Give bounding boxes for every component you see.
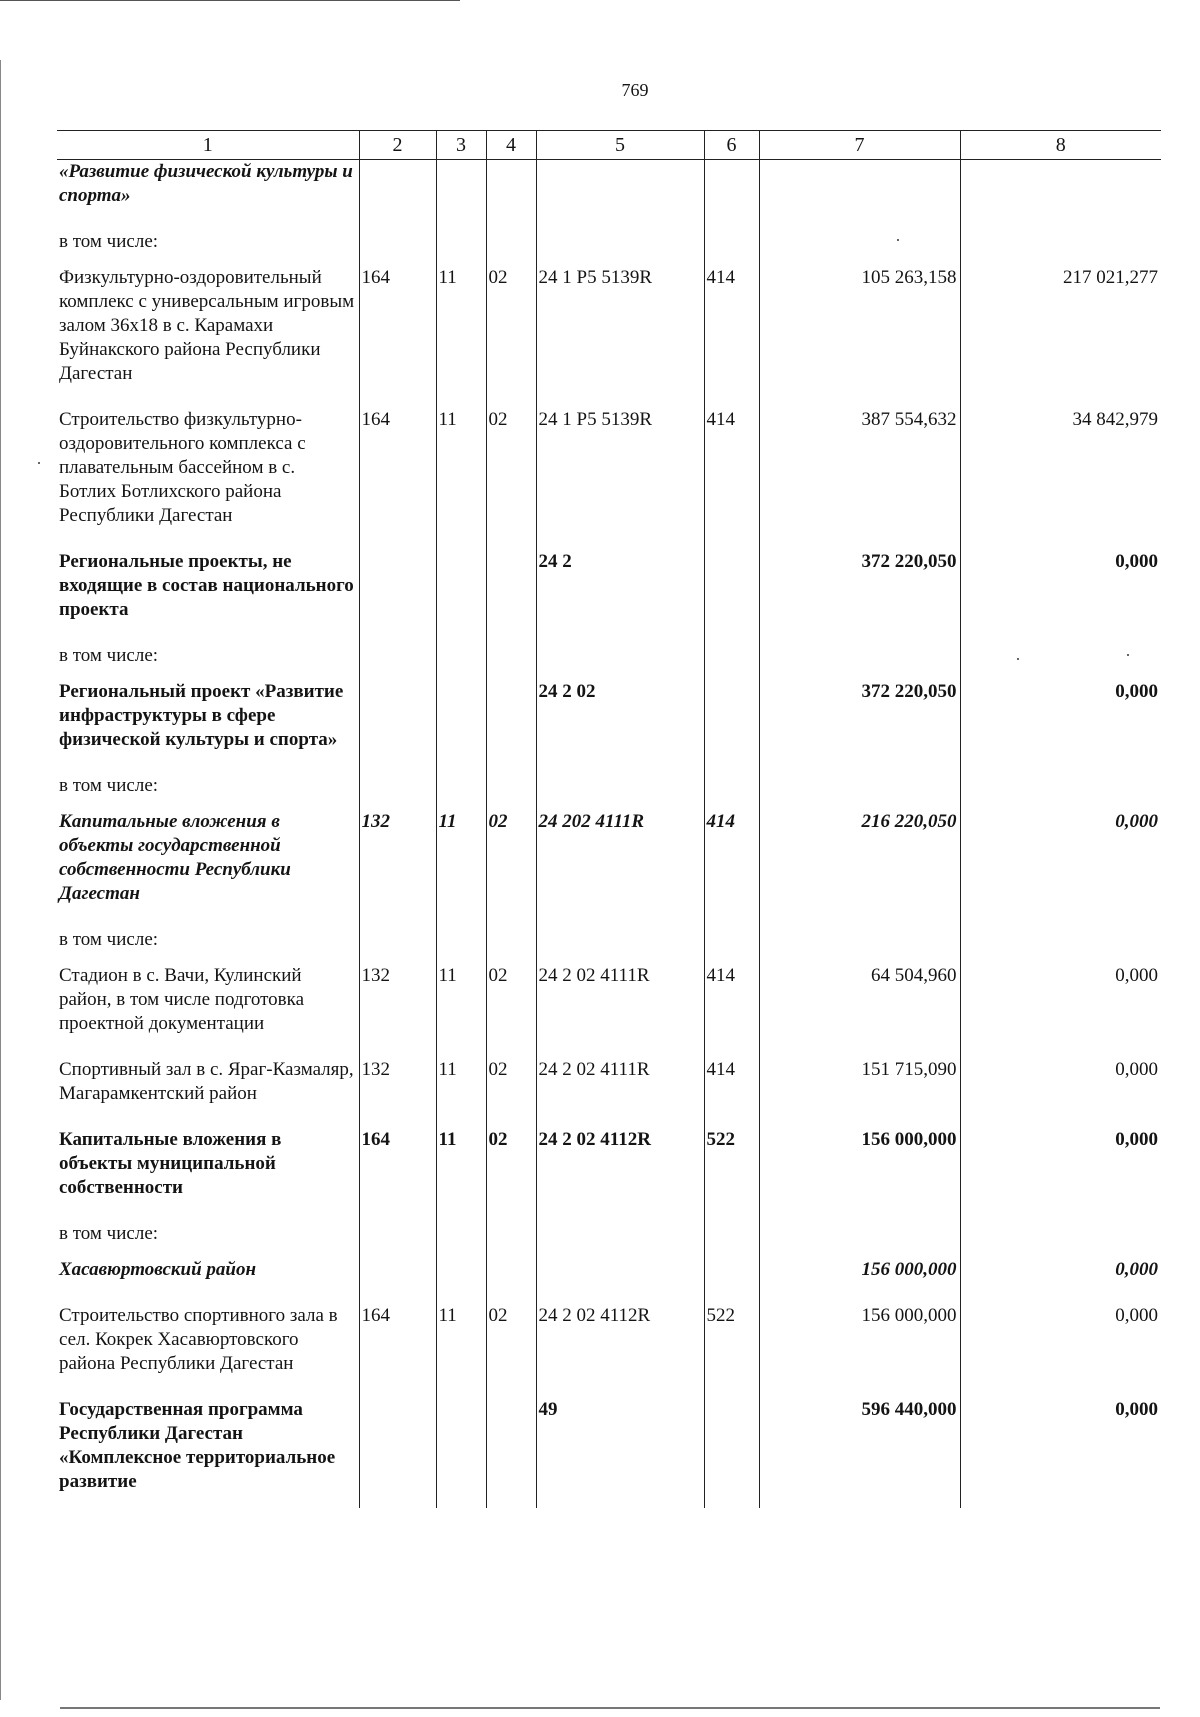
cell-target-article-code: 24 2 02 4111R: [536, 964, 704, 1058]
cell-chapter-code: [359, 1222, 436, 1258]
scan-speck: [38, 462, 40, 464]
cell-item-name: в том числе:: [59, 1223, 159, 1244]
cell-target-article-code: [536, 774, 704, 810]
cell-chapter-code: [359, 1258, 436, 1304]
table-row: [57, 810, 1161, 928]
table-row: [57, 1304, 1161, 1398]
cell-amount-2023: 216 220,050: [759, 810, 960, 928]
header-row: [57, 131, 1161, 160]
cell-amount-2024: [960, 230, 1161, 266]
cell-target-article-code: 24 2 02 4112R: [536, 1304, 704, 1398]
cell-subsection-code: [486, 1398, 536, 1508]
cell-subsection-code: [486, 644, 536, 680]
table-row: [57, 1222, 1161, 1258]
column-header-7: 7: [759, 131, 960, 160]
cell-amount-2024: 0,000: [960, 964, 1161, 1058]
cell-item-name: Региональные проекты, не входящие в состав национального проекта: [59, 551, 354, 620]
cell-amount-2023: 387 554,632: [759, 408, 960, 550]
cell-expense-type-code: [704, 1222, 759, 1258]
cell-amount-2023: 156 000,000: [759, 1128, 960, 1222]
cell-amount-2023: 156 000,000: [759, 1304, 960, 1398]
cell-section-code: 11: [436, 1304, 486, 1398]
cell-amount-2024: 0,000: [960, 1128, 1161, 1222]
cell-chapter-code: [359, 680, 436, 774]
cell-amount-2023: 372 220,050: [759, 680, 960, 774]
cell-amount-2023: [759, 928, 960, 964]
cell-chapter-code: 132: [359, 1058, 436, 1128]
cell-target-article-code: 24 2 02 4112R: [536, 1128, 704, 1222]
scan-speck: [897, 239, 899, 241]
cell-chapter-code: [359, 160, 436, 231]
cell-expense-type-code: [704, 550, 759, 644]
table-row: [57, 1128, 1161, 1222]
table-row: [57, 550, 1161, 644]
cell-target-article-code: 24 2 02: [536, 680, 704, 774]
cell-target-article-code: [536, 928, 704, 964]
cell-amount-2024: 0,000: [960, 550, 1161, 644]
cell-chapter-code: [359, 928, 436, 964]
cell-target-article-code: 24 2: [536, 550, 704, 644]
table-row: [57, 1258, 1161, 1304]
cell-section-code: [436, 230, 486, 266]
cell-chapter-code: [359, 644, 436, 680]
cell-section-code: 11: [436, 1058, 486, 1128]
cell-amount-2023: 105 263,158: [759, 266, 960, 408]
cell-item-name: Капитальные вложения в объекты муниципальной собственности: [59, 1129, 282, 1198]
scan-speck: [1017, 658, 1019, 660]
cell-subsection-code: 02: [486, 408, 536, 550]
cell-subsection-code: 02: [486, 266, 536, 408]
cell-target-article-code: 49: [536, 1398, 704, 1508]
table-row: [57, 160, 1161, 231]
cell-expense-type-code: 414: [704, 810, 759, 928]
cell-subsection-code: 02: [486, 964, 536, 1058]
cell-expense-type-code: [704, 1398, 759, 1508]
cell-amount-2024: [960, 928, 1161, 964]
cell-section-code: [436, 928, 486, 964]
cell-amount-2023: 372 220,050: [759, 550, 960, 644]
cell-subsection-code: [486, 550, 536, 644]
cell-chapter-code: 132: [359, 964, 436, 1058]
cell-chapter-code: [359, 1398, 436, 1508]
cell-expense-type-code: [704, 774, 759, 810]
cell-expense-type-code: [704, 230, 759, 266]
column-header-8: 8: [960, 131, 1161, 160]
cell-chapter-code: [359, 230, 436, 266]
cell-subsection-code: 02: [486, 1058, 536, 1128]
cell-target-article-code: [536, 1258, 704, 1304]
cell-item-name: Государственная программа Республики Дагестан «Комплексное территориальное развитие: [59, 1399, 336, 1492]
column-header-3: 3: [436, 131, 486, 160]
cell-amount-2024: 0,000: [960, 1398, 1161, 1508]
cell-amount-2023: [759, 160, 960, 231]
cell-item-name: Стадион в с. Вачи, Кулинский район, в том числе подготовка проектной документации: [59, 965, 305, 1034]
cell-amount-2024: [960, 1222, 1161, 1258]
table-row: [57, 644, 1161, 680]
cell-chapter-code: 164: [359, 1304, 436, 1398]
scan-edge-bottom: [60, 1707, 1160, 1709]
cell-item-name: Хасавюртовский район: [59, 1259, 257, 1280]
cell-item-name: Спортивный зал в с. Яраг-Казмаляр, Магарамкентский район: [59, 1059, 354, 1104]
cell-section-code: 11: [436, 810, 486, 928]
scan-edge-left: [0, 60, 1, 1700]
cell-subsection-code: [486, 1222, 536, 1258]
cell-section-code: 11: [436, 266, 486, 408]
cell-item-name: в том числе:: [59, 929, 159, 950]
column-header-4: 4: [486, 131, 536, 160]
cell-amount-2023: 596 440,000: [759, 1398, 960, 1508]
cell-section-code: [436, 680, 486, 774]
cell-amount-2024: 34 842,979: [960, 408, 1161, 550]
cell-amount-2024: 0,000: [960, 1258, 1161, 1304]
table-row: [57, 928, 1161, 964]
cell-section-code: 11: [436, 408, 486, 550]
cell-chapter-code: 164: [359, 1128, 436, 1222]
page-number: 769: [621, 80, 649, 100]
cell-item-name: Региональный проект «Развитие инфраструктуры в сфере физической культуры и спорта»: [59, 681, 344, 750]
cell-subsection-code: [486, 680, 536, 774]
table-row: [57, 964, 1161, 1058]
cell-item-name: Физкультурно-оздоровительный комплекс с универсальным игровым залом 36х18 в с. Карамахи Буйнакского района Республики Дагестан: [59, 267, 355, 384]
cell-chapter-code: 164: [359, 408, 436, 550]
cell-chapter-code: [359, 774, 436, 810]
cell-section-code: [436, 550, 486, 644]
cell-expense-type-code: [704, 644, 759, 680]
cell-target-article-code: [536, 1222, 704, 1258]
cell-subsection-code: 02: [486, 1128, 536, 1222]
table-row: [57, 1058, 1161, 1128]
budget-table: [57, 130, 1161, 1508]
table-row: [57, 1398, 1161, 1508]
cell-amount-2024: 217 021,277: [960, 266, 1161, 408]
cell-section-code: [436, 1222, 486, 1258]
cell-expense-type-code: [704, 160, 759, 231]
cell-amount-2023: 64 504,960: [759, 964, 960, 1058]
cell-amount-2024: 0,000: [960, 680, 1161, 774]
column-header-1: 1: [57, 131, 359, 160]
cell-item-name: Строительство физкультурно-оздоровительного комплекса с плавательным бассейном в с. Ботлих Ботлихского района Республики Дагестан: [59, 409, 306, 526]
cell-section-code: [436, 1258, 486, 1304]
cell-amount-2023: 151 715,090: [759, 1058, 960, 1128]
cell-item-name: в том числе:: [59, 775, 159, 796]
cell-amount-2024: [960, 160, 1161, 231]
cell-amount-2023: [759, 230, 960, 266]
cell-amount-2023: 156 000,000: [759, 1258, 960, 1304]
cell-chapter-code: 132: [359, 810, 436, 928]
cell-target-article-code: [536, 644, 704, 680]
cell-section-code: [436, 774, 486, 810]
cell-section-code: 11: [436, 964, 486, 1058]
cell-item-name: Строительство спортивного зала в сел. Кокрек Хасавюртовского района Республики Дагестан: [59, 1305, 338, 1374]
cell-chapter-code: [359, 550, 436, 644]
column-header-6: 6: [704, 131, 759, 160]
cell-subsection-code: [486, 1258, 536, 1304]
cell-amount-2024: [960, 644, 1161, 680]
cell-amount-2024: 0,000: [960, 810, 1161, 928]
cell-section-code: [436, 1398, 486, 1508]
cell-expense-type-code: 414: [704, 408, 759, 550]
column-header-2: 2: [359, 131, 436, 160]
cell-target-article-code: 24 1 P5 5139R: [536, 266, 704, 408]
cell-amount-2024: [960, 774, 1161, 810]
cell-amount-2024: 0,000: [960, 1058, 1161, 1128]
cell-item-name: в том числе:: [59, 645, 159, 666]
cell-subsection-code: [486, 230, 536, 266]
scan-edge-top: [0, 0, 460, 1]
cell-item-name: в том числе:: [59, 231, 159, 252]
table-row: [57, 408, 1161, 550]
cell-expense-type-code: 414: [704, 964, 759, 1058]
table-row: [57, 266, 1161, 408]
cell-expense-type-code: [704, 928, 759, 964]
cell-amount-2023: [759, 644, 960, 680]
cell-expense-type-code: 414: [704, 1058, 759, 1128]
cell-expense-type-code: [704, 1258, 759, 1304]
cell-item-name: «Развитие физической культуры и спорта»: [59, 161, 353, 206]
cell-target-article-code: 24 2 02 4111R: [536, 1058, 704, 1128]
cell-amount-2023: [759, 1222, 960, 1258]
cell-expense-type-code: [704, 680, 759, 774]
cell-subsection-code: [486, 160, 536, 231]
cell-target-article-code: [536, 230, 704, 266]
cell-section-code: 11: [436, 1128, 486, 1222]
cell-target-article-code: [536, 160, 704, 231]
scan-speck: [1127, 654, 1129, 656]
cell-section-code: [436, 160, 486, 231]
table-row: [57, 680, 1161, 774]
column-header-5: 5: [536, 131, 704, 160]
cell-target-article-code: 24 202 4111R: [536, 810, 704, 928]
cell-expense-type-code: 522: [704, 1304, 759, 1398]
cell-chapter-code: 164: [359, 266, 436, 408]
cell-expense-type-code: 522: [704, 1128, 759, 1222]
cell-expense-type-code: 414: [704, 266, 759, 408]
cell-subsection-code: 02: [486, 1304, 536, 1398]
cell-section-code: [436, 644, 486, 680]
cell-subsection-code: 02: [486, 810, 536, 928]
cell-amount-2023: [759, 774, 960, 810]
table-row: [57, 774, 1161, 810]
cell-amount-2024: 0,000: [960, 1304, 1161, 1398]
table-row: [57, 230, 1161, 266]
cell-target-article-code: 24 1 P5 5139R: [536, 408, 704, 550]
cell-subsection-code: [486, 928, 536, 964]
table-body: [57, 160, 1161, 1509]
cell-subsection-code: [486, 774, 536, 810]
cell-item-name: Капитальные вложения в объекты государственной собственности Республики Дагестан: [59, 811, 291, 904]
